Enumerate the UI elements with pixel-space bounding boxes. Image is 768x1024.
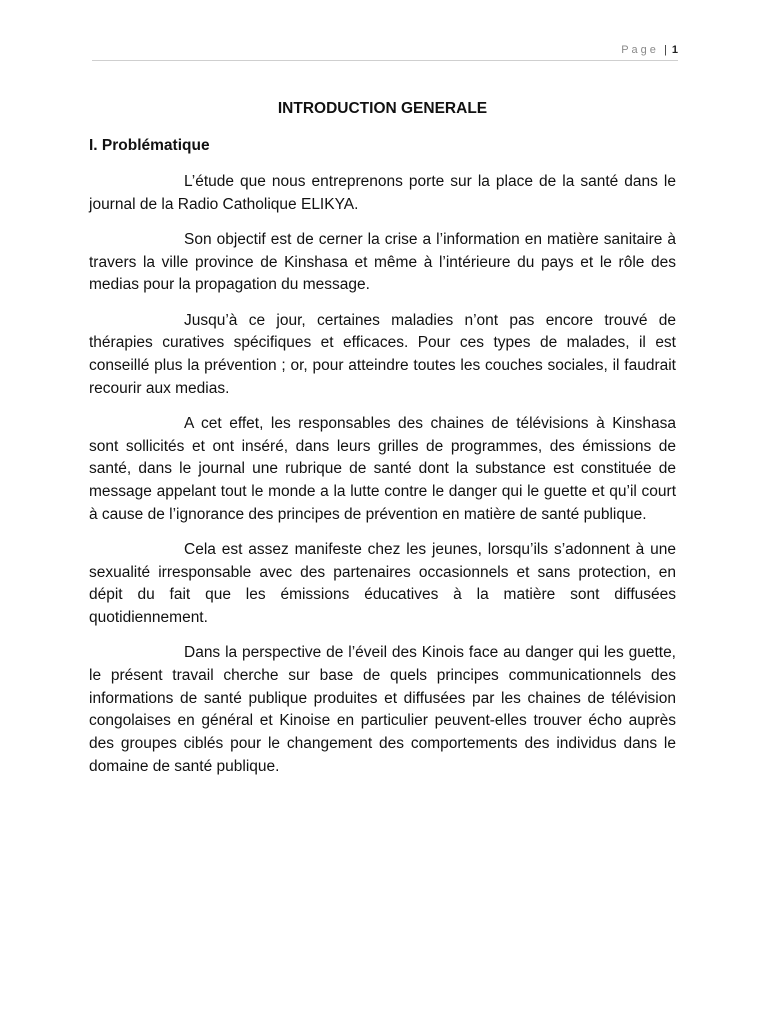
page-label: Page [621, 44, 659, 56]
paragraph: Son objectif est de cerner la crise a l’information en matière sanitaire à travers la ville province de Kinshasa et même à l’intérieure du pays et le rôle des medias pour la propagation du message. [89, 230, 676, 294]
document-title: INTRODUCTION GENERALE [277, 100, 488, 117]
page-header [92, 42, 678, 61]
page-number: 1 [671, 44, 678, 56]
document-body [89, 98, 676, 791]
page-separator: | [663, 44, 667, 56]
paragraph: A cet effet, les responsables des chaines de télévisions à Kinshasa sont sollicités et ont inséré, dans leurs grilles de programmes, des émissions de santé, dans le journal une rubrique de santé dont la substance est constituée de message appelant tout le monde a la lutte contre le danger qui le guette et qu’il court à cause de l’ignorance des principes de prévention en matière de santé publique. [89, 414, 676, 523]
section-heading: I. Problématique [89, 137, 210, 154]
paragraph: Dans la perspective de l’éveil des Kinois face au danger qui les guette, le présent travail cherche sur base de quels principes communicationnels des informations de santé publique produites et diffusées par les chaines de télévision congolaises en général et Kinoise en particulier peuvent-elles trouver écho auprès des groupes ciblés pour le changement des comportements des individus dans le domaine de santé publique. [89, 644, 676, 775]
paragraph: Cela est assez manifeste chez les jeunes, lorsqu’ils s’adonnent à une sexualité irresponsable avec des partenaires occasionnels et sans protection, en dépit du fait que les émissions éducatives à la matière sont diffusées quotidiennement. [89, 540, 676, 626]
paragraph: L’étude que nous entreprenons porte sur la place de la santé dans le journal de la Radio Catholique ELIKYA. [89, 173, 676, 213]
paragraph: Jusqu’à ce jour, certaines maladies n’ont pas encore trouvé de thérapies curatives spécifiques et efficaces. Pour ces types de malades, il est conseillé plus la prévention ; or, pour atteindre toutes les couches sociales, il faudrait recourir aux medias. [89, 311, 676, 397]
